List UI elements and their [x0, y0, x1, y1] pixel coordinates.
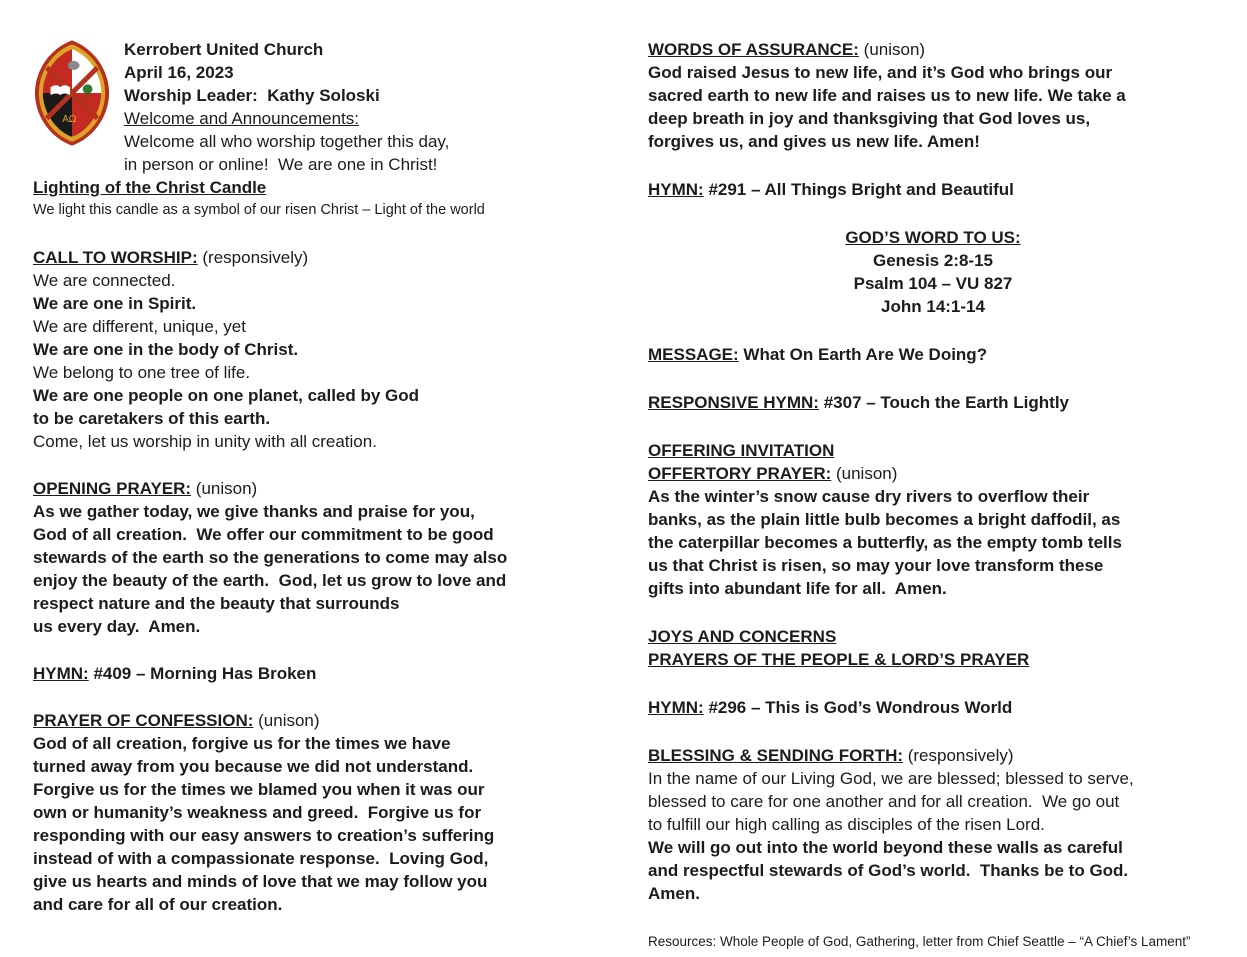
blank-line	[648, 318, 1218, 343]
blank-line	[648, 671, 1218, 696]
welcome-text	[124, 153, 449, 176]
text-line	[33, 592, 633, 615]
text-run: God of all creation. We offer our commitment to be good	[33, 525, 494, 544]
text-line	[33, 500, 633, 523]
resources-footnote	[648, 930, 1218, 953]
text-line	[33, 870, 633, 893]
text-run: We are one in Spirit.	[33, 294, 197, 313]
text-run: (unison)	[191, 479, 258, 498]
text-line	[33, 615, 633, 638]
text-run: (unison)	[831, 464, 898, 483]
scripture-reading	[648, 272, 1218, 295]
heading-hymn-296	[648, 696, 1218, 719]
text-run: We light this candle as a symbol of our risen Christ – Light of the world	[33, 202, 485, 218]
text-run: PRAYER OF CONFESSION:	[33, 711, 254, 730]
text-line	[33, 732, 633, 755]
text-run: us every day. Amen.	[33, 617, 201, 636]
text-run: and care for all of our creation.	[33, 895, 283, 914]
heading-hymn-291	[648, 178, 1218, 201]
text-run: In the name of our Living God, we are blessed; blessed to serve,	[648, 769, 1134, 788]
text-run: We are connected.	[33, 271, 176, 290]
text-line	[33, 338, 633, 361]
blank-line	[648, 719, 1218, 744]
text-run: CALL TO WORSHIP:	[33, 248, 198, 267]
text-run: JOYS AND CONCERNS	[648, 627, 837, 646]
text-run: HYMN:	[648, 698, 704, 717]
text-line	[648, 485, 1218, 508]
blank-line	[33, 453, 633, 477]
text-run: (unison)	[858, 40, 926, 59]
text-run: to fulfill our high calling as disciples of the risen Lord.	[648, 815, 1045, 834]
text-run: God raised Jesus to new life, and it’s God who brings our	[648, 63, 1113, 82]
text-run: Welcome all who worship together this day,	[124, 132, 450, 151]
text-line	[33, 523, 633, 546]
text-run: Kerrobert United Church	[124, 40, 324, 59]
text-line	[648, 767, 1218, 790]
text-line	[648, 577, 1218, 600]
heading-prayer-of-confession	[33, 709, 633, 732]
text-run: April 16, 2023	[124, 63, 234, 82]
heading-call-to-worship	[33, 246, 633, 269]
text-run: #409 – Morning Has Broken	[88, 664, 317, 683]
scripture-reading	[648, 249, 1218, 272]
text-run: OPENING PRAYER:	[33, 479, 192, 498]
text-run: #296 – This is God’s Wondrous World	[703, 698, 1013, 717]
text-run: to be caretakers of this earth.	[33, 409, 271, 428]
text-run: #307 – Touch the Earth Lightly	[818, 393, 1069, 412]
blank-line	[33, 638, 633, 662]
text-run: OFFERING INVITATION	[648, 441, 835, 460]
text-line	[33, 292, 633, 315]
text-run: in person or online! We are one in Christ!	[124, 155, 438, 174]
text-run: Forgive us for the times we blamed you when it was our	[33, 780, 485, 799]
scripture-reading	[648, 295, 1218, 318]
text-line	[648, 107, 1218, 130]
text-run: the caterpillar becomes a butterfly, as the empty tomb tells	[648, 533, 1122, 552]
heading-prayers-of-the-people	[648, 648, 1218, 671]
text-run: respect nature and the beauty that surrounds	[33, 594, 400, 613]
text-run: enjoy the beauty of the earth. God, let us grow to love and	[33, 571, 507, 590]
candle-caption	[33, 199, 633, 222]
text-run: blessed to care for one another and for all creation. We go out	[648, 792, 1120, 811]
text-line	[33, 361, 633, 384]
text-run: We are one in the body of Christ.	[33, 340, 299, 359]
text-run: and respectful stewards of God’s world. Thanks be to God.	[648, 861, 1129, 880]
blank-line	[648, 201, 1218, 226]
text-run: Come, let us worship in unity with all creation.	[33, 432, 377, 451]
heading-blessing	[648, 744, 1218, 767]
heading-words-of-assurance	[648, 38, 1218, 61]
text-line	[648, 790, 1218, 813]
text-line	[33, 430, 633, 453]
text-run: Amen.	[648, 884, 700, 903]
text-run: sacred earth to new life and raises us to new life. We take a	[648, 86, 1126, 105]
text-run: (unison)	[253, 711, 320, 730]
heading-responsive-hymn	[648, 391, 1218, 414]
text-line	[648, 554, 1218, 577]
right-column-text	[648, 38, 1218, 953]
text-line	[648, 813, 1218, 836]
heading-gods-word	[648, 226, 1218, 249]
text-line	[648, 836, 1218, 859]
svg-text:ΑΩ: ΑΩ	[62, 114, 77, 126]
text-line	[648, 882, 1218, 905]
church-name	[124, 38, 449, 61]
heading-joys-and-concerns	[648, 625, 1218, 648]
text-run: forgives us, and gives us new life. Amen!	[648, 132, 980, 151]
text-run: Genesis 2:8-15	[872, 251, 993, 270]
text-line	[33, 755, 633, 778]
text-line	[33, 315, 633, 338]
text-run: deep breath in joy and thanksgiving that God loves us,	[648, 109, 1091, 128]
heading-offertory-prayer	[648, 462, 1218, 485]
text-line	[33, 407, 633, 430]
text-run: own or humanity’s weakness and greed. Forgive us for	[33, 803, 482, 822]
service-date	[124, 61, 449, 84]
text-run: us that Christ is risen, so may your love transform these	[648, 556, 1104, 575]
text-run: responding with our easy answers to creation’s suffering	[33, 826, 495, 845]
right-column	[648, 38, 1218, 953]
text-run: HYMN:	[648, 180, 704, 199]
text-run: gifts into abundant life for all. Amen.	[648, 579, 947, 598]
text-line	[33, 546, 633, 569]
text-run: #291 – All Things Bright and Beautiful	[703, 180, 1014, 199]
text-line	[648, 61, 1218, 84]
text-run: Lighting of the Christ Candle	[33, 178, 267, 197]
worship-leader	[124, 84, 449, 107]
text-run: OFFERTORY PRAYER:	[648, 464, 832, 483]
heading-message	[648, 343, 1218, 366]
blank-line	[648, 600, 1218, 625]
blank-line	[33, 685, 633, 709]
blank-line	[33, 222, 633, 246]
heading-offering-invitation	[648, 439, 1218, 462]
text-line	[648, 84, 1218, 107]
text-run: We are one people on one planet, called by God	[33, 386, 420, 405]
text-line	[33, 893, 633, 916]
text-run: MESSAGE:	[648, 345, 739, 364]
left-column-text	[33, 176, 633, 916]
header-text-block	[124, 38, 449, 176]
text-line	[648, 508, 1218, 531]
text-run: God of all creation, forgive us for the times we have	[33, 734, 451, 753]
text-run: PRAYERS OF THE PEOPLE & LORD’S PRAYER	[648, 650, 1030, 669]
text-run: As the winter’s snow cause dry rivers to overflow their	[648, 487, 1090, 506]
text-run: John 14:1-14	[881, 297, 985, 316]
text-line	[33, 269, 633, 292]
heading-hymn-409	[33, 662, 633, 685]
text-run: Welcome and Announcements:	[124, 109, 359, 128]
text-line	[648, 130, 1218, 153]
text-run: As we gather today, we give thanks and praise for you,	[33, 502, 475, 521]
heading-opening-prayer	[33, 477, 633, 500]
text-line	[33, 824, 633, 847]
text-run: turned away from you because we did not understand.	[33, 757, 474, 776]
heading-lighting-candle	[33, 176, 633, 199]
blank-line	[648, 366, 1218, 391]
united-church-crest-logo	[33, 38, 111, 148]
text-line	[33, 778, 633, 801]
text-run: give us hearts and minds of love that we may follow you	[33, 872, 488, 891]
text-run: GOD’S WORD TO US:	[845, 228, 1021, 247]
blank-line	[648, 905, 1218, 930]
text-run: Resources: Whole People of God, Gathering, letter from Chief Seattle – “A Chief’s Lament”	[648, 934, 1191, 949]
welcome-heading	[124, 107, 449, 130]
text-line	[33, 801, 633, 824]
text-run: Worship Leader: Kathy Soloski	[124, 86, 380, 105]
text-run: We will go out into the world beyond these walls as careful	[648, 838, 1123, 857]
text-line	[33, 847, 633, 870]
text-run: instead of with a compassionate response. Loving God,	[33, 849, 489, 868]
text-run: WORDS OF ASSURANCE:	[648, 40, 859, 59]
text-run: What On Earth Are We Doing?	[738, 345, 988, 364]
blank-line	[648, 153, 1218, 178]
text-run: banks, as the plain little bulb becomes a bright daffodil, as	[648, 510, 1121, 529]
text-run: RESPONSIVE HYMN:	[648, 393, 819, 412]
text-run: (responsively)	[197, 248, 309, 267]
welcome-text	[124, 130, 449, 153]
blank-line	[648, 414, 1218, 439]
text-line	[648, 531, 1218, 554]
bulletin-header	[33, 38, 633, 176]
text-line	[648, 859, 1218, 882]
text-run: Psalm 104 – VU 827	[853, 274, 1013, 293]
text-run: BLESSING & SENDING FORTH:	[648, 746, 904, 765]
left-column	[33, 38, 633, 916]
text-run: We are different, unique, yet	[33, 317, 246, 336]
text-run: HYMN:	[33, 664, 89, 683]
text-line	[33, 384, 633, 407]
text-run: (responsively)	[903, 746, 1014, 765]
text-run: stewards of the earth so the generations to come may also	[33, 548, 508, 567]
text-run: We belong to one tree of life.	[33, 363, 251, 382]
text-line	[33, 569, 633, 592]
